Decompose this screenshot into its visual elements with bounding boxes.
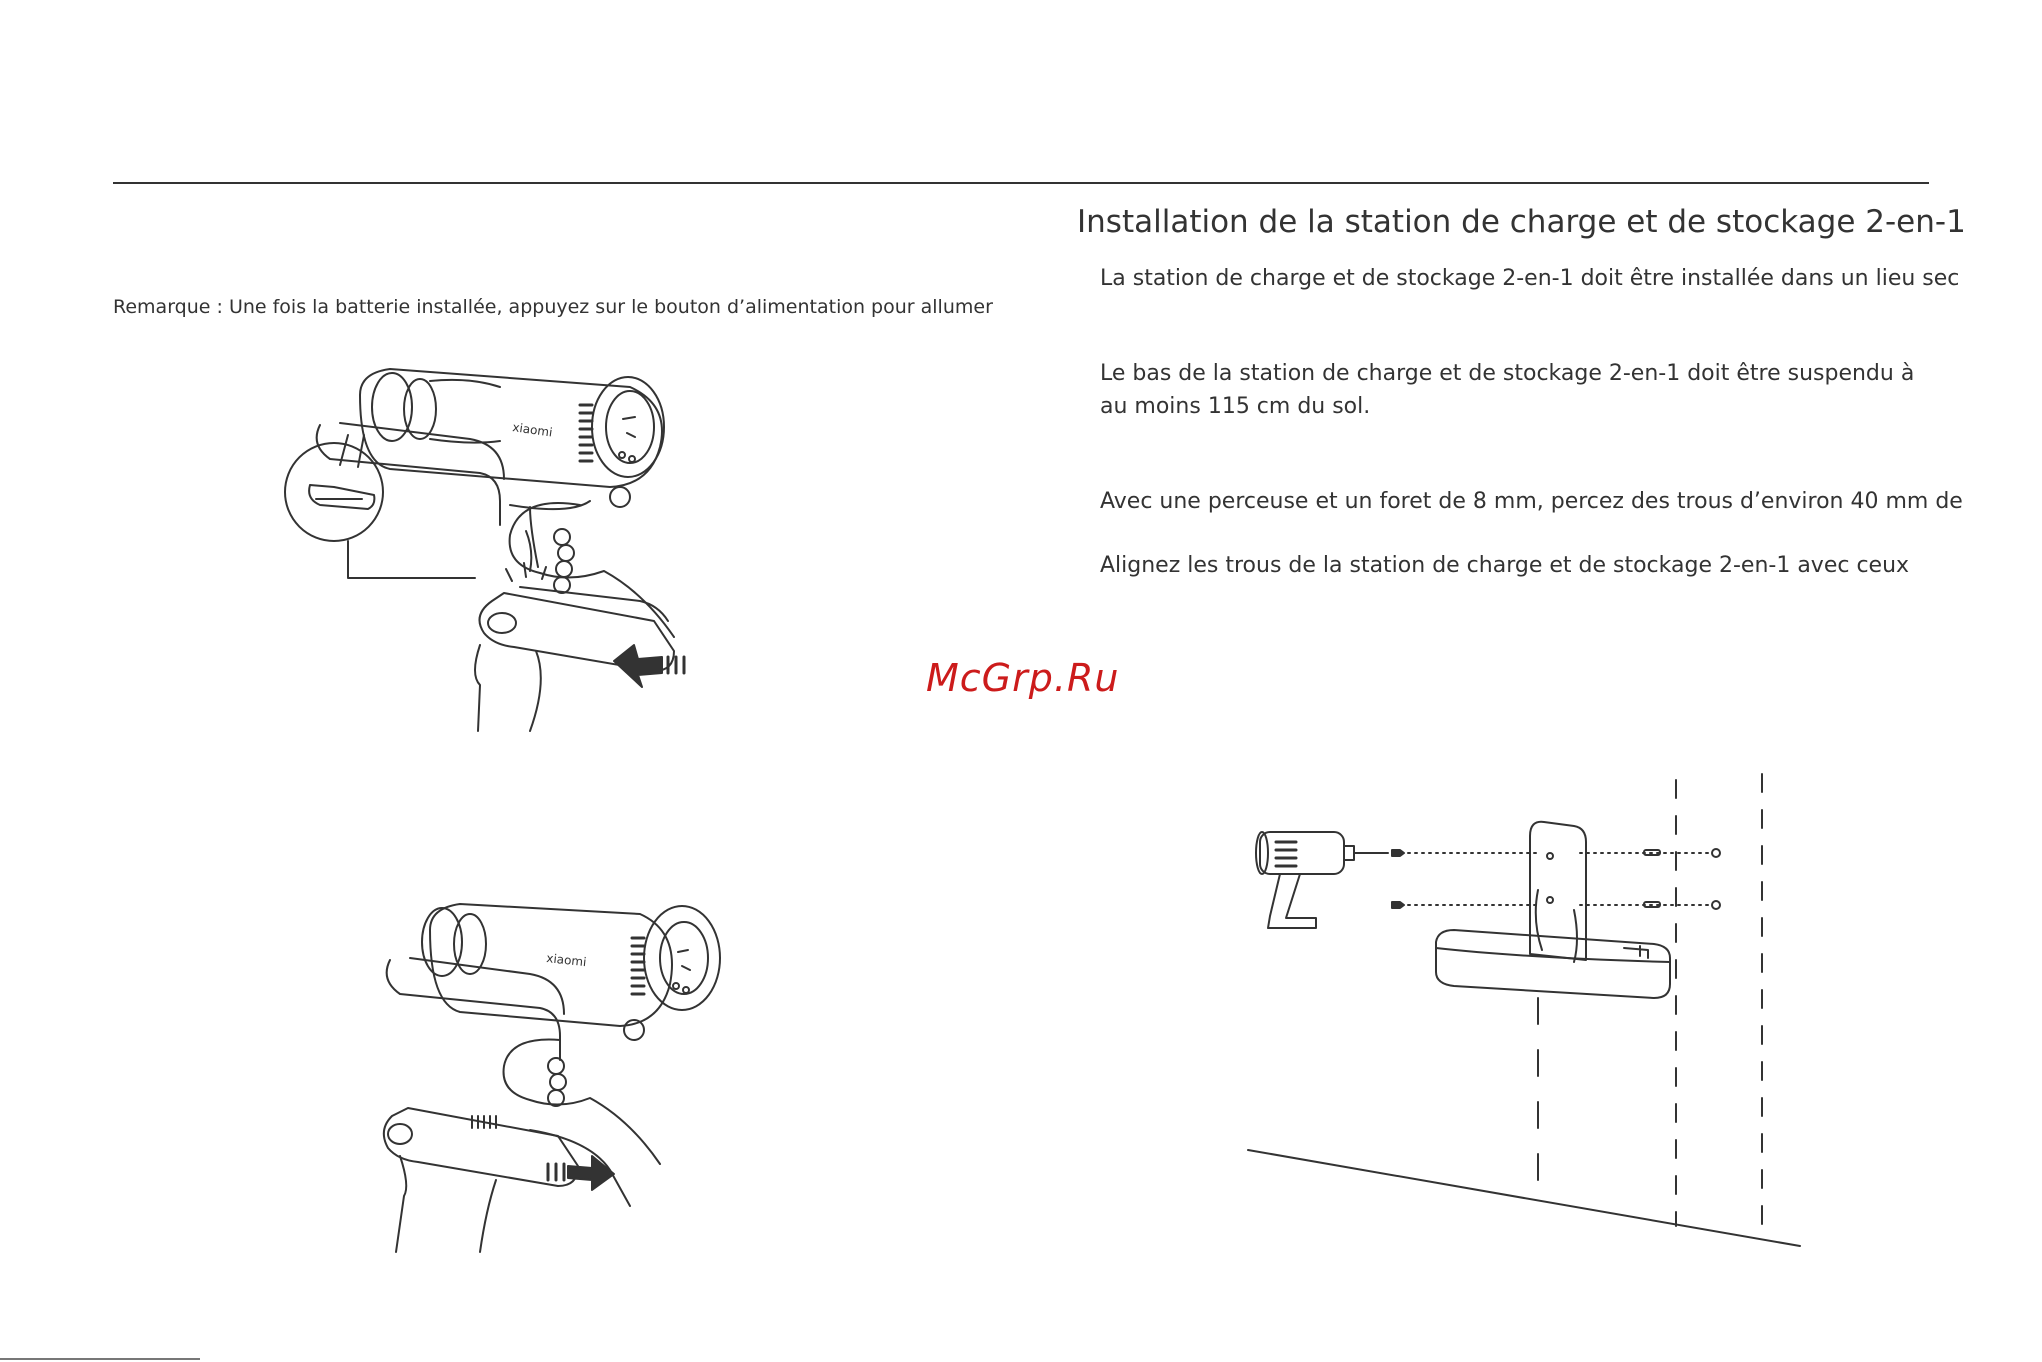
instruction-paragraph-1: La station de charge et de stockage 2-en-1 doit être installée dans un lieu sec (1100, 266, 1960, 291)
insert-arrow-icon (614, 645, 662, 687)
watermark-text: McGrp.Ru (926, 656, 1120, 700)
wall-mount-illustration (1240, 770, 1820, 1260)
floor-line (1248, 1150, 1800, 1246)
section-title: Installation de la station de charge et de stockage 2-en-1 (1077, 204, 1966, 240)
instruction-paragraph-4: Alignez les trous de la station de charge et de stockage 2-en-1 avec ceux (1100, 553, 1910, 578)
battery-install-illustration (280, 355, 720, 735)
header-rule (113, 182, 1929, 184)
brand-label: xiaomi (511, 420, 554, 440)
instruction-paragraph-2: Le bas de la station de charge et de stockage 2-en-1 doit être suspendu à au moins 115 cm du sol. (1100, 361, 1915, 419)
battery-note: Remarque : Une fois la batterie installée, appuyez sur le bouton d’alimentation pour allumer (113, 296, 993, 318)
drill-icon (1256, 832, 1388, 928)
brand-label: xiaomi (545, 951, 588, 970)
battery-remove-illustration (380, 890, 720, 1260)
instruction-paragraph-3: Avec une perceuse et un foret de 8 mm, percez des trous d’environ 40 mm de (1100, 489, 1963, 514)
charging-station (1436, 822, 1670, 998)
footer-rule (0, 1358, 200, 1360)
zoom-detail-circle (285, 443, 383, 541)
